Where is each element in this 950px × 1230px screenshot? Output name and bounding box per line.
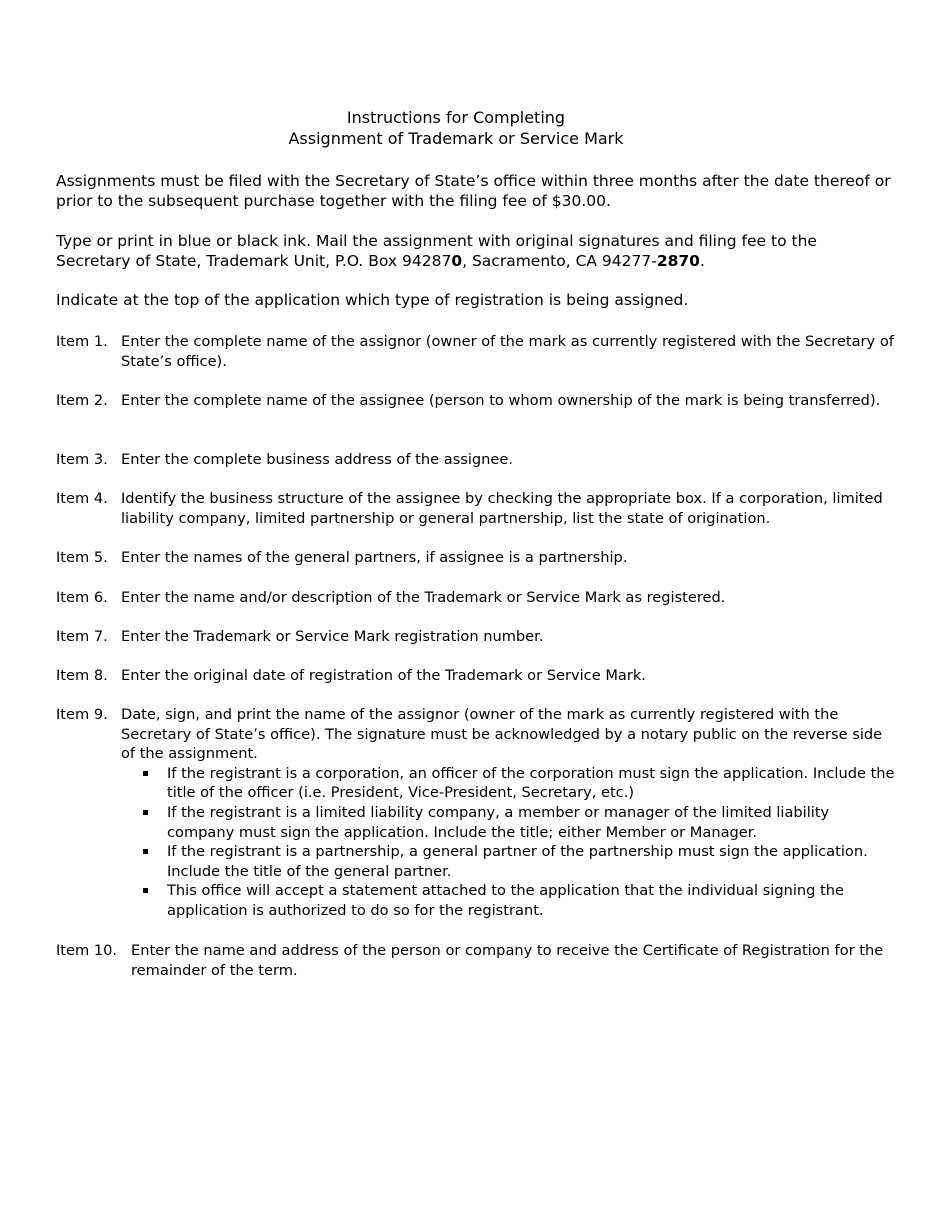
bullet-text: If the registrant is a limited liability company, a member or manager of the limited liability company must sign the application. Include the title; either Member or Manager. [167,803,830,841]
bullet-text: If the registrant is a partnership, a general partner of the partnership must sign the application. Include the title of the general partner. [167,843,868,880]
item-text: Enter the complete name of the assignor (owner of the mark as currently registered with the Secretary of State’s office). [121,333,894,370]
instruction-item-7 [56,627,898,647]
item-label: Item 4. [56,490,108,507]
mailing-instructions-paragraph [56,232,896,271]
page-title-line-2: Assignment of Trademark or Service Mark [288,129,624,148]
item-text: Enter the names of the general partners, if assignee is a partnership. [121,549,628,566]
instruction-item-8 [56,666,898,686]
item-text [56,705,898,921]
item-text: Enter the Trademark or Service Mark registration number. [121,628,544,645]
item-text: Enter the complete name of the assignee (person to whom ownership of the mark is being transferred). [121,392,881,409]
instruction-item-9 [56,705,898,921]
mailing-text: Type or print in blue or black ink. Mail the assignment with original signatures and filing fee to the Secretary of State, Trademark Unit, P.O. Box 94287 [56,232,817,270]
bullet-text: This office will accept a statement attached to the application that the individual signing the application is authorized to do so for the registrant. [167,882,844,919]
item-text: Identify the business structure of the assignee by checking the appropriate box. If a corporation, limited liability company, limited partnership or general partnership, list the state of origination. [121,490,883,527]
item-label: Item 3. [56,451,108,468]
po-box-digit: 0 [451,251,463,270]
item-label: Item 5. [56,549,108,566]
item-label: Item 2. [56,392,108,409]
item-label: Item 6. [56,589,108,606]
bullet-text: If the registrant is a corporation, an officer of the corporation must sign the application. Include the title of the officer (i.e. President, Vice-President, Secretary, etc.) [167,764,895,802]
item-text: Enter the original date of registration of the Trademark or Service Mark. [121,667,646,684]
item-text: Enter the name and address of the person or company to receive the Certificate of Registration for the remainder of the term. [131,942,884,979]
list-item [167,764,898,803]
item-label: Item 7. [56,628,108,645]
item-label: Item 10. [56,942,118,959]
instruction-item-1 [56,332,898,371]
instruction-item-10 [56,941,898,980]
square-bullet-icon [143,888,148,893]
instruction-item-6 [56,588,898,608]
instruction-item-2 [56,391,898,411]
item-label: Item 8. [56,667,108,684]
instruction-item-4 [56,489,898,528]
signer-requirements-list [167,764,898,921]
square-bullet-icon [143,771,148,776]
mailing-end: . [699,251,705,270]
item-label: Item 9. [56,706,108,723]
square-bullet-icon [143,810,148,815]
list-item [167,803,898,842]
list-item [167,842,898,881]
registration-type-paragraph: Indicate at the top of the application which type of registration is being assigned. [56,291,689,309]
list-item [167,881,898,920]
mailing-city: , Sacramento, CA 94277- [462,251,657,270]
instruction-item-5 [56,548,898,568]
item-9-main-text: Date, sign, and print the name of the assignor (owner of the mark as currently registered with the Secretary of State’s office). The signature must be acknowledged by a notary public on the reverse side of the assignment. [121,706,883,763]
filing-deadline-paragraph: Assignments must be filed with the Secretary of State’s office within three months after the date thereof or prior to the subsequent purchase together with the filing fee of $30.00. [56,172,891,210]
square-bullet-icon [143,849,148,854]
page-title-line-1: Instructions for Completing [346,108,566,127]
item-label: Item 1. [56,333,108,350]
zip-extension: 2870 [656,251,700,270]
item-text: Enter the complete business address of the assignee. [121,451,514,468]
instruction-item-3 [56,450,898,470]
item-text: Enter the name and/or description of the Trademark or Service Mark as registered. [121,589,726,606]
